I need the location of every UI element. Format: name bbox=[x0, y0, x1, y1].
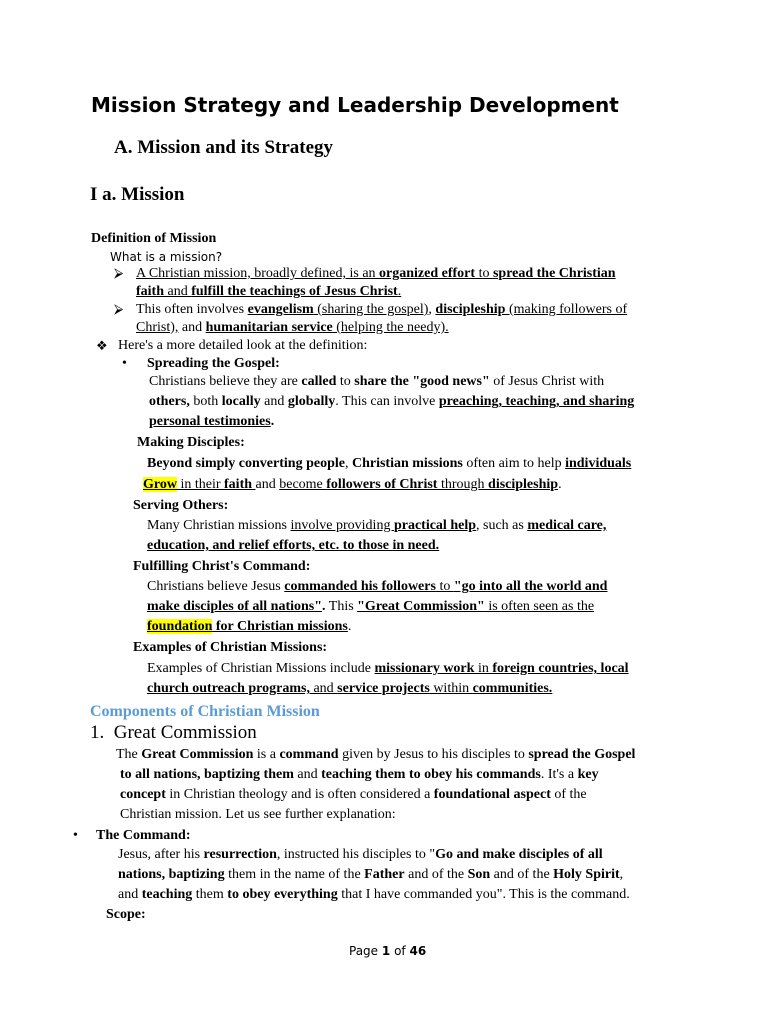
making-disciples-line-1: Beyond simply converting people, Christian missions often aim to help individuals bbox=[147, 456, 632, 471]
spreading-gospel-line-2: others, both locally and globally. This can involve preaching, teaching, and sharing bbox=[149, 394, 635, 409]
mission-involves-line-1: This often involves evangelism (sharing the gospel), discipleship (making followers of bbox=[136, 302, 628, 317]
fulfilling-command-line-1: Christians believe Jesus commanded his followers to "go into all the world and bbox=[147, 579, 608, 594]
scope-heading: Scope: bbox=[106, 907, 146, 922]
section-ia-heading: I a. Mission bbox=[90, 184, 185, 205]
great-commission-para-line-2: to all nations, baptizing them and teaching them to obey his commands. It's a key bbox=[120, 767, 599, 782]
components-heading: Components of Christian Mission bbox=[90, 703, 320, 720]
serving-others-heading: Serving Others: bbox=[133, 498, 229, 513]
serving-others-line-2: education, and relief efforts, etc. to those in need. bbox=[147, 538, 440, 553]
fulfilling-command-line-3: foundation for Christian missions. bbox=[147, 619, 352, 634]
document-title: Mission Strategy and Leadership Development bbox=[91, 93, 619, 117]
great-commission-para-line-4: Christian mission. Let us see further explanation: bbox=[120, 807, 396, 822]
page-number: 1 bbox=[381, 944, 391, 958]
section-a-heading: A. Mission and its Strategy bbox=[114, 137, 334, 158]
four-diamond-bullet-icon: ❖ bbox=[96, 338, 108, 353]
fulfilling-command-heading: Fulfilling Christ's Command: bbox=[133, 559, 311, 574]
mission-definition-line-2: faith and fulfill the teachings of Jesus Christ. bbox=[136, 284, 402, 299]
page-total: 46 bbox=[409, 944, 427, 958]
arrowhead-bullet-icon: ⮚ bbox=[114, 301, 124, 316]
examples-line-1: Examples of Christian Missions include missionary work in foreign countries, local bbox=[147, 661, 629, 676]
the-command-line-2: nations, baptizing them in the name of the Father and of the Son and of the Holy Spirit, bbox=[118, 867, 624, 882]
mission-definition-line-1: A Christian mission, broadly defined, is an organized effort to spread the Christian bbox=[136, 266, 616, 281]
spreading-gospel-heading: Spreading the Gospel: bbox=[147, 356, 280, 371]
serving-others-line-1: Many Christian missions involve providing practical help, such as medical care, bbox=[147, 518, 607, 533]
round-bullet-icon: • bbox=[122, 356, 127, 371]
definition-heading: Definition of Mission bbox=[91, 231, 217, 246]
great-commission-para-line-1: The Great Commission is a command given by Jesus to his disciples to spread the Gospel bbox=[116, 747, 636, 762]
spreading-gospel-line-3: personal testimonies. bbox=[149, 414, 275, 429]
examples-heading: Examples of Christian Missions: bbox=[133, 640, 328, 655]
page-label: Page bbox=[349, 944, 379, 958]
detailed-look-intro: Here's a more detailed look at the definition: bbox=[118, 338, 368, 353]
arrowhead-bullet-icon: ⮚ bbox=[114, 265, 124, 280]
of-label: of bbox=[394, 944, 406, 958]
page-footer bbox=[349, 942, 426, 960]
the-command-line-3: and teaching them to obey everything that I have commanded you". This is the command. bbox=[118, 887, 630, 902]
what-is-mission: What is a mission? bbox=[110, 250, 223, 264]
the-command-heading: The Command: bbox=[96, 828, 191, 843]
great-commission-heading: 1. Great Commission bbox=[90, 722, 257, 743]
examples-line-2: church outreach programs, and service projects within communities. bbox=[147, 681, 553, 696]
fulfilling-command-line-2: make disciples of all nations". This "Great Commission" is often seen as the bbox=[147, 599, 595, 614]
great-commission-para-line-3: concept in Christian theology and is often considered a foundational aspect of the bbox=[120, 787, 587, 802]
the-command-line-1: Jesus, after his resurrection, instructed his disciples to "Go and make disciples of all bbox=[118, 847, 603, 862]
making-disciples-heading: Making Disciples: bbox=[137, 435, 245, 450]
spreading-gospel-line-1: Christians believe they are called to share the "good news" of Jesus Christ with bbox=[149, 374, 605, 389]
round-bullet-icon: • bbox=[73, 828, 78, 843]
making-disciples-line-2: Grow in their faith and become followers of Christ through discipleship. bbox=[143, 477, 562, 492]
mission-involves-line-2: Christ), and humanitarian service (helping the needy). bbox=[136, 320, 449, 335]
